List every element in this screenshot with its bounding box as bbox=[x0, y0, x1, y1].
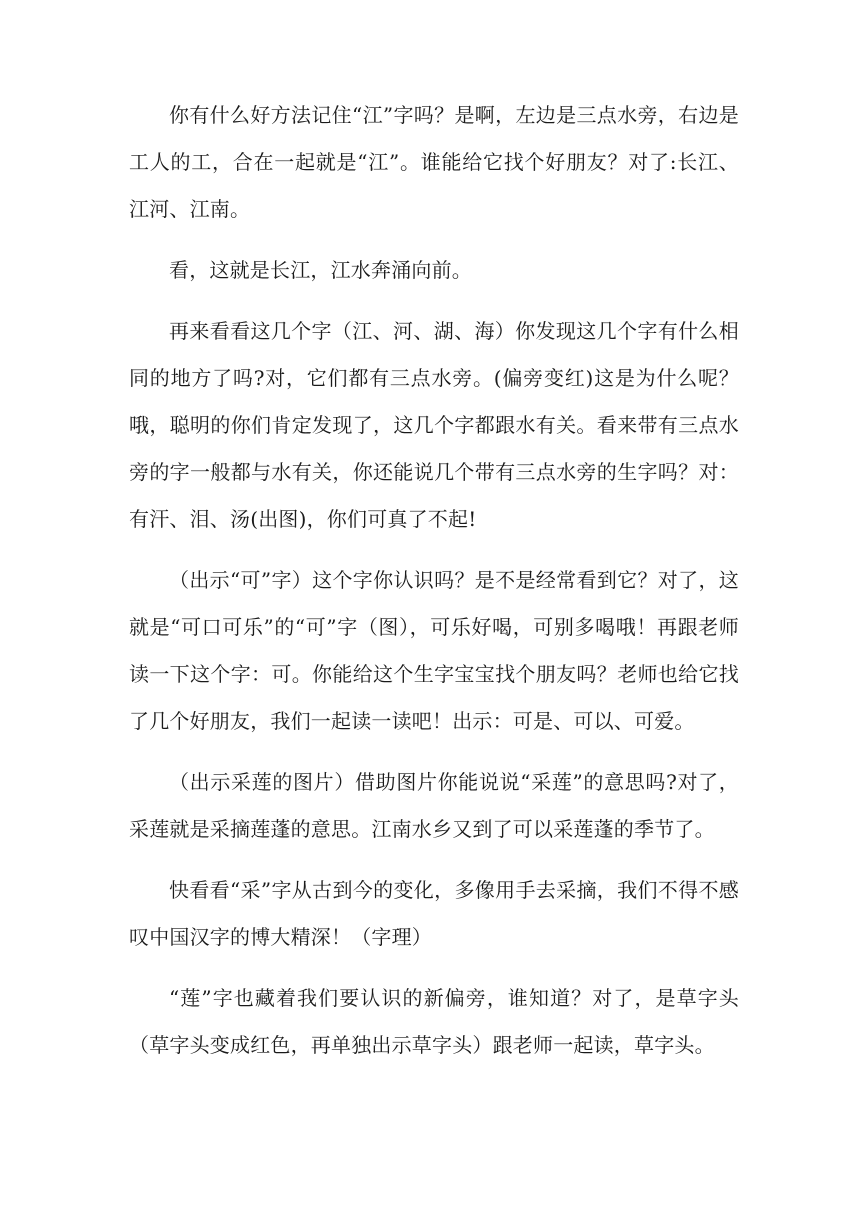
document-body bbox=[129, 92, 739, 1083]
paragraph: （出示采莲的图片）借助图片你能说说“采莲”的意思吗?对了，采莲就是采摘莲蓬的意思。江南水乡又到了可以采莲蓬的季节了。 bbox=[129, 770, 739, 841]
paragraph: （出示“可”字）这个字你认识吗？是不是经常看到它？对了，这就是“可口可乐”的“可”字（图），可乐好喝，可别多喝哦！再跟老师读一下这个字：可。你能给这个生字宝宝找个朋友吗？老师也给它找了几个好朋友，我们一起读一读吧！出示：可是、可以、可爱。 bbox=[129, 568, 739, 733]
paragraph: 你有什么好方法记住“江”字吗？是啊，左边是三点水旁，右边是工人的工，合在一起就是“江”。谁能给它找个好朋友？对了:长江、江河、江南。 bbox=[129, 103, 739, 221]
paragraph: “莲”字也藏着我们要认识的新偏旁，谁知道？对了，是草字头（草字头变成红色，再单独出示草字头）跟老师一起读，草字头。 bbox=[129, 986, 739, 1057]
paragraph: 快看看“采”字从古到今的变化，多像用手去采摘，我们不得不感叹中国汉字的博大精深！（字理） bbox=[129, 878, 739, 949]
paragraph: 看，这就是长江，江水奔涌向前。 bbox=[169, 258, 472, 282]
paragraph: 再来看看这几个字（江、河、湖、海）你发现这几个字有什么相同的地方了吗?对，它们都有三点水旁。(偏旁变红)这是为什么呢？哦，聪明的你们肯定发现了，这几个字都跟水有关。看来带有三点水旁的字一般都与水有关，你还能说几个带有三点水旁的生字吗？对：有汗、泪、汤(出图)，你们可真了不起! bbox=[129, 319, 739, 531]
